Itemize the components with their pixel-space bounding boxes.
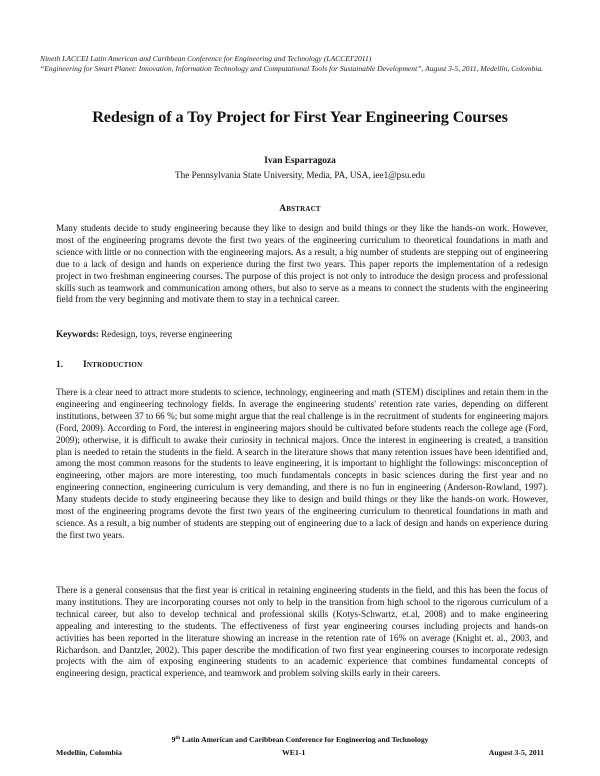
- keywords-line: [56, 329, 548, 339]
- author-affiliation: The Pennsylvania State University, Media, PA, USA, iee1@psu.edu: [175, 170, 425, 180]
- paper-title: Redesign of a Toy Project for First Year Engineering Courses: [92, 108, 508, 126]
- abstract-heading: Abstract: [279, 204, 321, 214]
- footer-conference: [20, 735, 580, 744]
- conference-header-line2: “Engineering for Smart Planet: Innovation, Information Technology and Computational Tools for Sustainable Development”, August 3-5, 2011, Medellín, Colombia.: [40, 63, 544, 73]
- footer-conference-name: Latin American and Caribbean Conference for Engineering and Technology: [179, 735, 429, 744]
- body-paragraph-2: There is a general consensus that the first year is critical in retaining engineering students in the field, and this has been the focus of many institutions. They are incorporating courses not only to help in the transition from high school to the rigorous curriculum of a technical career, but also to develop technical and professional skills (Kotys-Schwartz, et.al, 2008) and to make engineering appealing and interesting to the students. The effectiveness of first year engineering courses including projects and hands-on activities has been reported in the literature showing an increase in the retention rate of 16% on average (Knight et. al., 2003, and Richardson. and Dantzler, 2002). This paper describe the modification of two first year engineering courses to incorporate redesign projects with the aim of exposing engineering students to an academic experience that combines fundamental concepts of engineering design, practical experience, and teamwork and problem solving skills early in their careers.: [56, 585, 548, 679]
- section-title: Introduction: [83, 360, 143, 370]
- conference-header-line1: Nineth LACCEI Latin American and Caribbean Conference for Engineering and Technology (LACCEI'2011): [40, 54, 372, 63]
- footer-ordinal: 9: [171, 735, 176, 744]
- author-name: Ivan Esparragoza: [264, 156, 336, 166]
- section-heading: [56, 360, 142, 370]
- keywords-text: Redesign, toys, reverse engineering: [98, 329, 233, 339]
- footer-page-number: WE1-1: [282, 748, 306, 757]
- section-number: 1.: [56, 360, 64, 370]
- keywords-label: Keywords:: [56, 329, 99, 339]
- footer-dates: August 3-5, 2011: [488, 748, 544, 757]
- footer-location: Medellín, Colombia: [56, 748, 122, 757]
- conference-header: [40, 54, 570, 73]
- body-paragraph-1: There is a clear need to attract more students to science, technology, engineering and math (STEM) disciplines and retain them in the engineering and engineering technology fields. In average the engineering students' retention rate varies, depending on different institutions, between 37 to 66 %; but some might argue that the real challenge is in the recruitment of students for engineering majors (Ford, 2009). According to Ford, the interest in engineering majors should be cultivated before students reach the college age (Ford, 2009); otherwise, it is difficult to awake their curiosity in technical majors. Once the interest in engineering is created, a transition plan is needed to retain the students in the field. A search in the literature shows that many retention issues have been identified and, among the most common reasons for the students to leave engineering, it is important to highlight the followings: misconception of engineering, other majors are more interesting, too much fundamentals concepts in basic sciences during the first year and no engineering connection, engineering curriculum is very demanding, and there is no fun in engineering (Anderson-Rowland, 1997). Many students decide to study engineering because they like to design and build things or they like the hands-on work. However, most of the engineering programs devote the first two years of the engineering curriculum to theoretical foundations in math and science. As a result, a big number of students are stepping out of engineering due to a lack of design and hands on experience during the first two years.: [56, 387, 548, 540]
- footer-ordinal-suffix: th: [175, 735, 180, 741]
- abstract-text: Many students decide to study engineering because they like to design and build things or they like the hands-on work. However, most of the engineering programs devote the first two years of the engineering curriculum to theoretical foundations in math and science with little or no connection with the engineering majors. As a result, a big number of students are stepping out of engineering due to a lack of design and hands on experience during the first two years. This paper reports the implementation of a redesign project in two freshman engineering courses. The purpose of this project is not only to introduce the design process and professional skills such as teamwork and communication among others, but also to serve as a means to connect the students with the engineering field from the very beginning and motivate them to stay in a technical career.: [56, 223, 548, 305]
